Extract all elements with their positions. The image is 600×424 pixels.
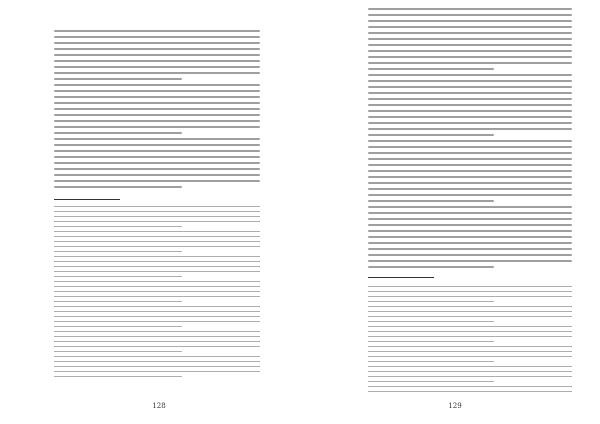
footnote-line xyxy=(368,381,494,382)
text-line xyxy=(54,162,260,164)
footnote-line xyxy=(368,361,494,362)
text-line xyxy=(368,248,572,250)
footnotes-block xyxy=(368,286,572,396)
text-line xyxy=(368,92,572,94)
footnote-line xyxy=(368,346,572,347)
footnote-line xyxy=(368,321,494,322)
footnote-line xyxy=(368,311,572,312)
footnote-line xyxy=(54,211,260,212)
text-line xyxy=(368,224,572,226)
text-line xyxy=(54,144,260,146)
text-line xyxy=(368,128,572,130)
text-line xyxy=(368,86,572,88)
footnote-line xyxy=(54,281,260,282)
footnote-line xyxy=(54,296,260,297)
footnote-line xyxy=(54,256,260,257)
footnote-line xyxy=(54,361,260,362)
text-line xyxy=(368,134,494,136)
footnote-line xyxy=(54,366,260,367)
text-line xyxy=(368,14,572,16)
text-line xyxy=(54,186,182,188)
footnote-line xyxy=(54,206,260,207)
text-line xyxy=(54,42,260,44)
text-line xyxy=(368,146,572,148)
footnote-line xyxy=(54,351,182,352)
text-line xyxy=(54,60,260,62)
text-line xyxy=(368,188,572,190)
text-line xyxy=(368,50,572,52)
text-line xyxy=(54,156,260,158)
text-line xyxy=(368,98,572,100)
footnote-line xyxy=(368,301,494,302)
footnote-line xyxy=(54,306,260,307)
text-line xyxy=(54,120,260,122)
text-line xyxy=(54,102,260,104)
text-line xyxy=(54,30,260,32)
text-line xyxy=(368,170,572,172)
text-line xyxy=(368,200,494,202)
text-line xyxy=(368,254,572,256)
footnote-line xyxy=(54,251,182,252)
text-line xyxy=(54,126,260,128)
footnote-line xyxy=(368,291,572,292)
footnote-line xyxy=(368,296,572,297)
text-line xyxy=(368,74,572,76)
text-line xyxy=(368,182,572,184)
footnote-line xyxy=(368,286,572,287)
footnote-line xyxy=(54,261,260,262)
footnote-line xyxy=(54,271,260,272)
text-line xyxy=(54,90,260,92)
text-line xyxy=(368,20,572,22)
text-line xyxy=(54,150,260,152)
text-line xyxy=(368,104,572,106)
footnote-line xyxy=(54,316,260,317)
text-line xyxy=(54,180,260,182)
text-line xyxy=(368,152,572,154)
text-line xyxy=(54,48,260,50)
footnote-line xyxy=(368,356,572,357)
footnote-line xyxy=(368,336,572,337)
footnote-line xyxy=(368,331,572,332)
text-line xyxy=(368,122,572,124)
text-line xyxy=(368,212,572,214)
text-line xyxy=(368,218,572,220)
footnote-line xyxy=(54,321,260,322)
footnote-line xyxy=(54,226,182,227)
footnote-line xyxy=(54,216,260,217)
text-line xyxy=(54,72,260,74)
footnote-line xyxy=(54,331,260,332)
footnote-line xyxy=(54,236,260,237)
page-number: 128 xyxy=(152,402,166,410)
text-line xyxy=(368,62,572,64)
footnote-line xyxy=(54,371,260,372)
page-number: 129 xyxy=(448,402,462,410)
text-line xyxy=(368,32,572,34)
text-line xyxy=(54,174,260,176)
footnote-line xyxy=(54,326,182,327)
footnote-line xyxy=(54,341,260,342)
footnote-line xyxy=(54,221,260,222)
text-line xyxy=(368,194,572,196)
footnote-line xyxy=(54,291,260,292)
footnote-line xyxy=(54,356,260,357)
footnote-line xyxy=(368,371,572,372)
text-line xyxy=(368,236,572,238)
footnote-line xyxy=(368,316,572,317)
footnote-line xyxy=(54,286,260,287)
text-line xyxy=(54,78,182,80)
text-line xyxy=(368,110,572,112)
footnote-line xyxy=(368,376,572,377)
footnote-line xyxy=(368,386,572,387)
text-line xyxy=(368,38,572,40)
text-line xyxy=(54,168,260,170)
footnote-line xyxy=(368,326,572,327)
footnotes-block xyxy=(54,206,260,381)
text-line xyxy=(368,80,572,82)
text-line xyxy=(368,44,572,46)
text-line xyxy=(368,164,572,166)
text-line xyxy=(368,176,572,178)
footnote-line xyxy=(54,311,260,312)
text-line xyxy=(54,108,260,110)
text-line xyxy=(368,8,572,10)
text-line xyxy=(368,56,572,58)
footnote-line xyxy=(54,346,260,347)
footnote-line xyxy=(54,246,260,247)
text-line xyxy=(368,230,572,232)
text-line xyxy=(368,206,572,208)
text-line xyxy=(368,116,572,118)
footnote-rule xyxy=(54,199,120,200)
footnote-line xyxy=(368,341,494,342)
text-line xyxy=(368,242,572,244)
footnote-line xyxy=(54,231,260,232)
footnote-line xyxy=(54,266,260,267)
text-line xyxy=(54,96,260,98)
footnote-line xyxy=(54,241,260,242)
footnote-line xyxy=(368,366,572,367)
main-text-block xyxy=(54,30,260,192)
text-line xyxy=(54,114,260,116)
footnote-line xyxy=(54,336,260,337)
text-line xyxy=(368,68,494,70)
text-line xyxy=(368,266,494,268)
footnote-line xyxy=(368,391,572,392)
text-line xyxy=(54,84,260,86)
text-line xyxy=(54,36,260,38)
footnote-line xyxy=(368,306,572,307)
footnote-line xyxy=(54,301,182,302)
footnote-line xyxy=(54,276,182,277)
text-line xyxy=(54,138,260,140)
footnote-line xyxy=(368,351,572,352)
footnote-line xyxy=(54,376,182,377)
text-line xyxy=(54,132,182,134)
text-line xyxy=(54,54,260,56)
text-line xyxy=(368,260,572,262)
main-text-block xyxy=(368,8,572,272)
page-right xyxy=(300,0,600,424)
text-line xyxy=(368,158,572,160)
text-line xyxy=(368,140,572,142)
text-line xyxy=(368,26,572,28)
footnote-rule xyxy=(368,277,434,278)
text-line xyxy=(54,66,260,68)
